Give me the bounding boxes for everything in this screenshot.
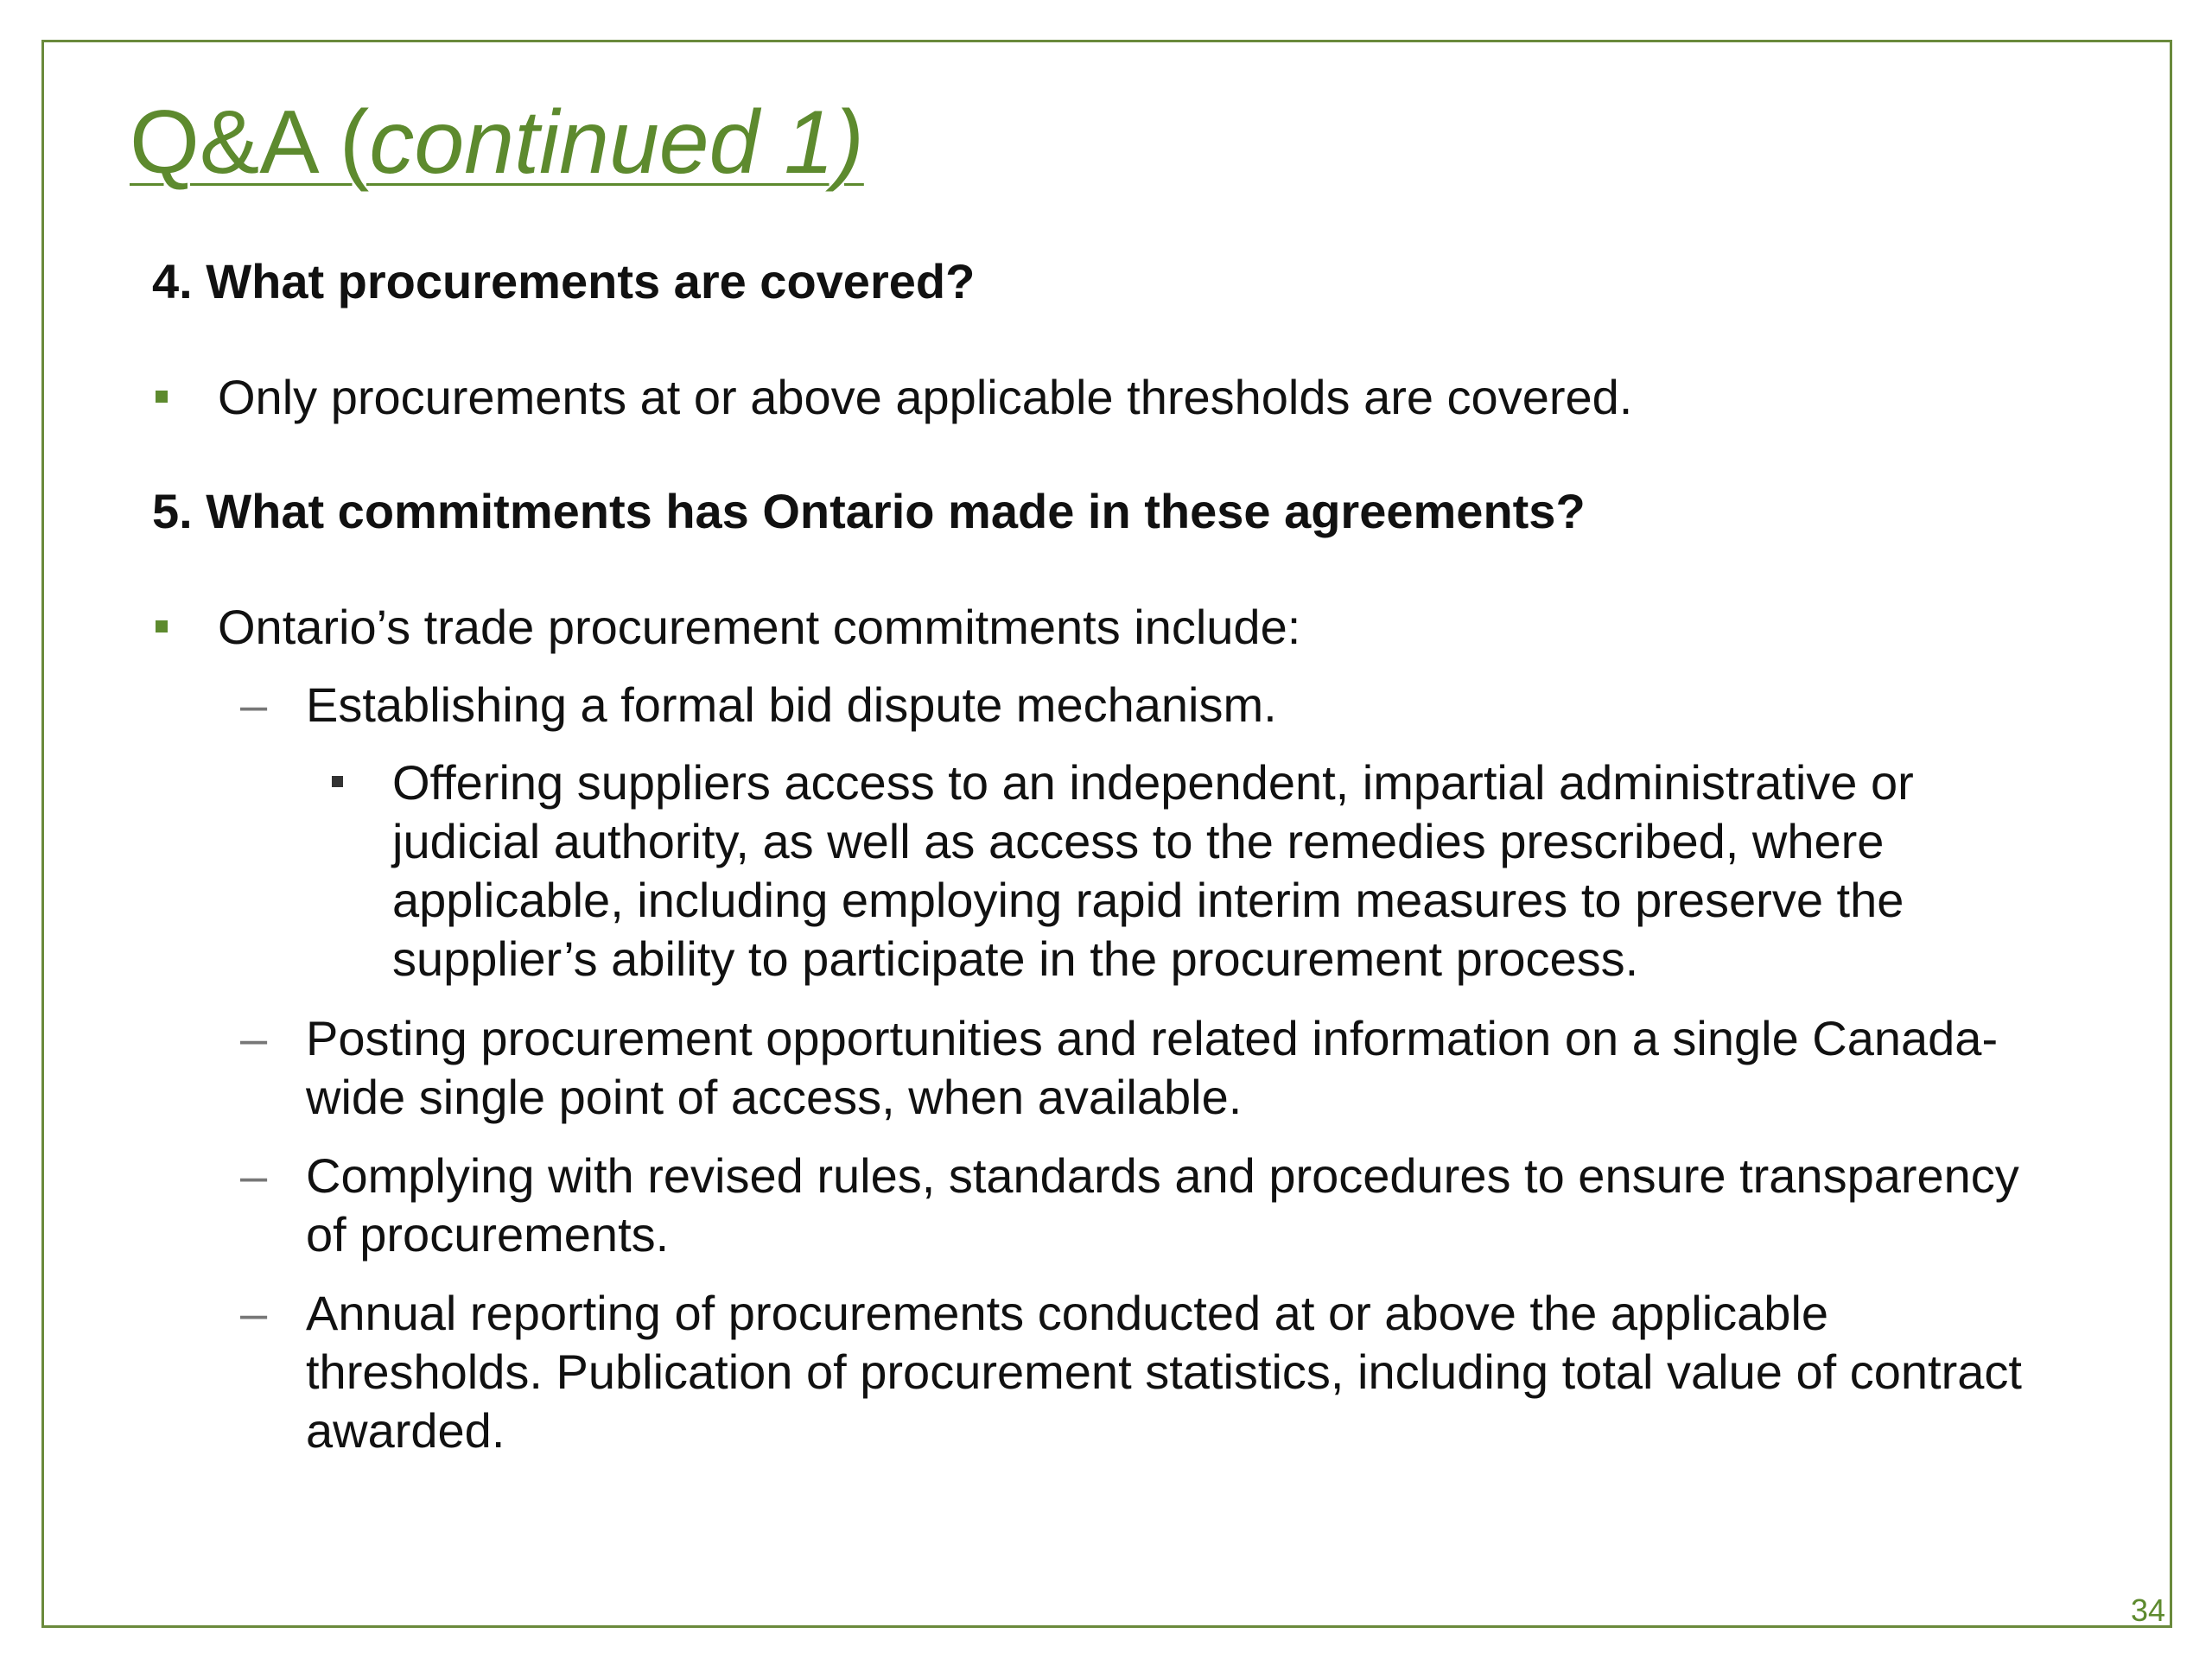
square-bullet-icon xyxy=(156,620,168,632)
dash-bullet-icon: – xyxy=(240,1286,268,1340)
slide-title xyxy=(130,92,864,195)
sub-item-text: Annual reporting of procurements conducted at or above the applicable thresholds. Publication of procurement statistics, including total value of contract awarded. xyxy=(306,1286,2022,1458)
bullet-text: Ontario’s trade procurement commitments include: xyxy=(218,600,1301,654)
dash-bullet-icon: – xyxy=(240,1148,268,1203)
title-italic-text: continued 1) xyxy=(369,92,864,193)
dash-bullet-icon: – xyxy=(240,1011,268,1065)
sub-item-text: Posting procurement opportunities and related information on a single Canada-wide single point of access, when available. xyxy=(306,1011,1999,1124)
sub-sub-item-text: Offering suppliers access to an independent, impartial administrative or judicial authority, as well as access to the remedies prescribed, where applicable, including employing rapid interim measures to preserve the supplier’s ability to participate in the procurement process. xyxy=(392,755,1914,986)
question-4-heading: 4. What procurements are covered? xyxy=(152,254,976,308)
sub-item-text: Complying with revised rules, standards and procedures to ensure transparency of procurements. xyxy=(306,1148,2019,1262)
title-main-text: Q&A ( xyxy=(130,92,370,193)
page-number: 34 xyxy=(2130,1592,2165,1628)
sub-item-text: Establishing a formal bid dispute mechanism. xyxy=(306,677,1277,732)
square-bullet-icon xyxy=(156,391,168,403)
bullet-text: Only procurements at or above applicable thresholds are covered. xyxy=(218,370,1633,424)
dash-bullet-icon: – xyxy=(240,677,268,732)
square-bullet-icon xyxy=(332,776,343,787)
question-5-heading: 5. What commitments has Ontario made in these agreements? xyxy=(152,484,1586,538)
